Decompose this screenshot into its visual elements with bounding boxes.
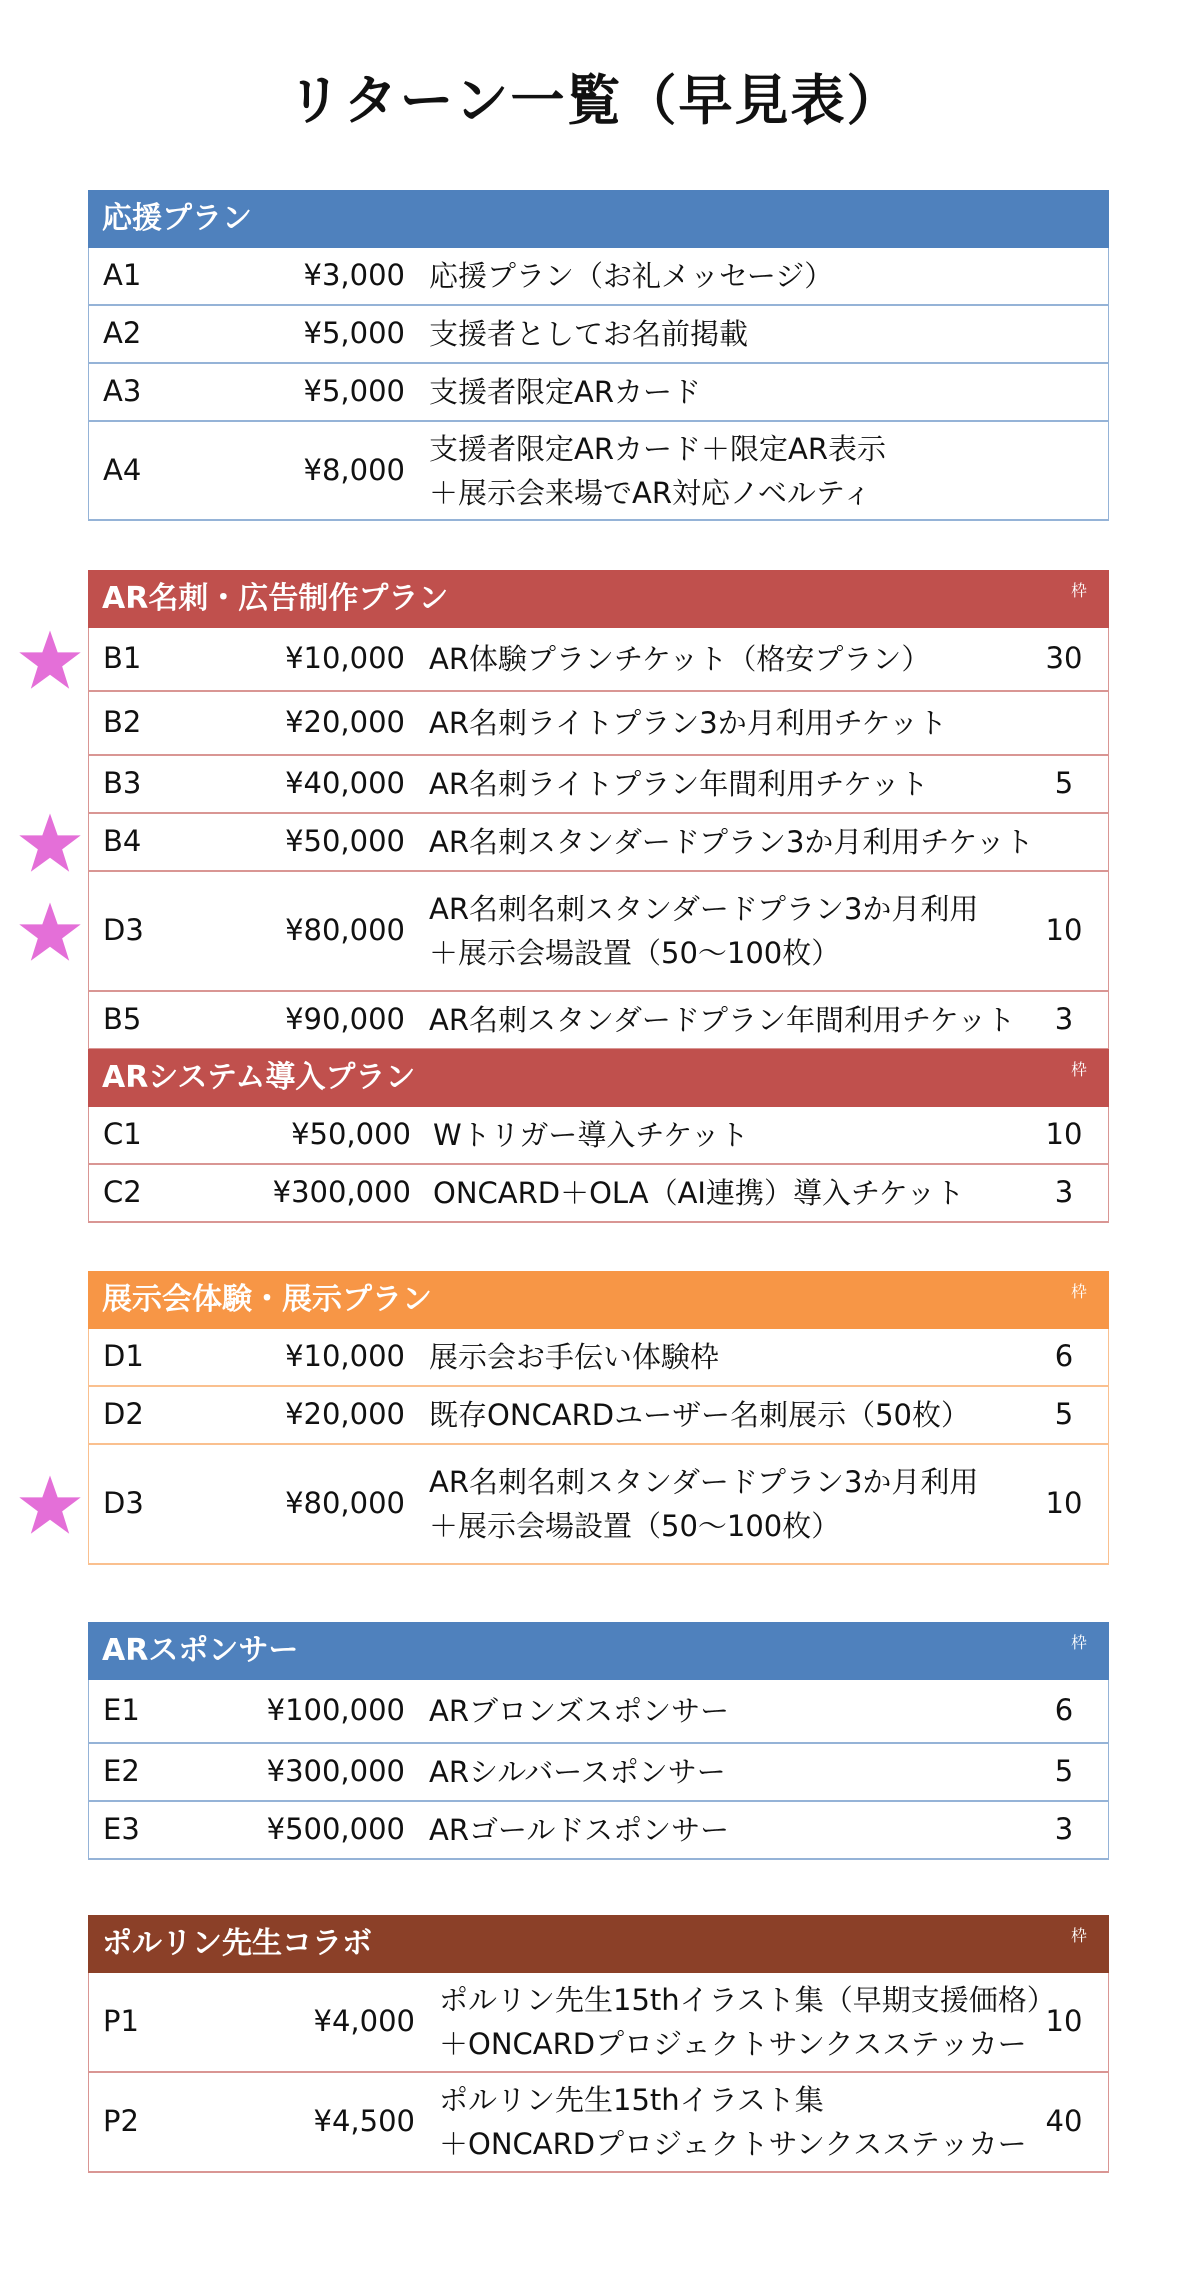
plan-description [429,1393,970,1437]
plan-description-line: ARブロンズスポンサー [429,1694,730,1728]
plan-price: ¥300,000 [272,1175,411,1209]
table-row [88,1387,1109,1445]
section-header [88,570,1109,628]
plan-price: ¥90,000 [285,1002,405,1036]
table-row [88,1329,1109,1387]
table-row [88,1744,1109,1802]
plan-description [429,370,701,414]
plan-code: D2 [103,1397,144,1431]
slot-count: 40 [1045,2104,1083,2138]
plan-code: A3 [103,374,142,408]
slot-count: 10 [1045,2004,1083,2038]
star-icon [18,811,82,875]
plan-price: ¥10,000 [285,641,405,675]
plan-code: B4 [103,824,142,858]
plan-description [429,312,748,356]
plan-code: B5 [103,1002,142,1036]
plan-code: P2 [103,2104,139,2138]
slot-count: 5 [1054,1397,1074,1431]
plan-description [429,254,833,298]
plan-description [429,1750,726,1794]
table-row [88,992,1109,1050]
slots-column-label: 枠 [1070,581,1087,600]
plan-code: D3 [103,1486,144,1520]
plan-description-line: AR体験プランチケット（格安プラン） [429,642,931,676]
plan-price: ¥80,000 [285,1486,405,1520]
section-title: AR名刺・広告制作プラン [102,581,449,616]
slot-count: 3 [1054,1812,1074,1846]
table-row [88,872,1109,992]
plan-price: ¥40,000 [285,766,405,800]
plan-description-line: 支援者としてお名前掲載 [429,317,749,351]
plan-description-line: AR名刺ライトプラン年間利用チケット [429,767,929,801]
plan-description-line: AR名刺スタンダードプラン年間利用チケット [429,1003,1016,1037]
plan-description-line: ＋ONCARDプロジェクトサンクスステッカー [439,2027,1027,2061]
plan-price: ¥3,000 [303,258,405,292]
page-title: リターン一覧（早見表） [287,69,903,132]
plan-description [433,1171,964,1215]
table-row [88,1445,1109,1565]
plan-price: ¥300,000 [266,1754,405,1788]
plan-price: ¥20,000 [285,1397,405,1431]
plan-description-line: 既存ONCARDユーザー名刺展示（50枚） [429,1398,970,1432]
star-icon [18,628,82,692]
plan-description-line: AR名刺ライトプラン3か月利用チケット [429,706,948,740]
plan-code: B3 [103,766,142,800]
plan-description [429,1689,729,1733]
slot-count: 6 [1054,1339,1074,1373]
slot-count: 6 [1054,1693,1074,1727]
plan-description-line: ＋展示会来場でAR対応ノベルティ [429,475,872,510]
plan-price: ¥5,000 [303,316,405,350]
section-ar-card [88,570,1109,1050]
plan-code: B1 [103,641,142,675]
table-row [88,1680,1109,1744]
section-header [88,1049,1109,1107]
plan-code: E1 [103,1693,140,1727]
plan-description-line: AR名刺名刺スタンダードプラン3か月利用 [429,892,979,926]
section-header [88,190,1109,248]
slot-count: 3 [1054,1175,1074,1209]
table-row [88,248,1109,306]
plan-description [429,1460,978,1548]
slots-column-label: 枠 [1070,1633,1087,1652]
slot-count: 5 [1054,766,1074,800]
plan-description-line: ポルリン先生15thイラスト集（早期支援価格） [439,1983,1056,2017]
plan-code: C2 [103,1175,142,1209]
table-row [88,1802,1109,1860]
plan-description-line: AR名刺名刺スタンダードプラン3か月利用 [429,1465,979,1499]
plan-description [429,762,929,806]
plan-description [433,1113,749,1157]
plan-code: C1 [103,1117,142,1151]
section-title: ARシステム導入プラン [102,1060,416,1095]
section-sponsor [88,1622,1109,1860]
plan-price: ¥500,000 [266,1812,405,1846]
slot-count: 30 [1045,641,1083,675]
plan-description-line: ＋展示会場設置（50～100枚） [429,1509,841,1543]
section-header [88,1271,1109,1329]
plan-description [429,820,1034,864]
plan-description [439,2078,1027,2166]
plan-price: ¥100,000 [266,1693,405,1727]
plan-description-line: 支援者限定ARカード [429,375,701,409]
plan-price: ¥8,000 [303,452,405,487]
slots-column-label: 枠 [1070,1926,1087,1945]
star-icon [18,900,82,964]
plan-price: ¥4,500 [313,2104,415,2138]
plan-description-line: ARシルバースポンサー [429,1755,726,1789]
plan-description-line: ＋展示会場設置（50～100枚） [429,936,841,970]
table-row [88,1107,1109,1165]
slot-count: 10 [1045,1486,1083,1520]
section-ar-system [88,1049,1109,1223]
table-row [88,692,1109,756]
plan-description [429,637,930,681]
section-collab [88,1915,1109,2173]
table-row [88,628,1109,692]
plan-code: A1 [103,258,142,292]
section-title: 展示会体験・展示プラン [102,1282,432,1317]
plan-code: E2 [103,1754,140,1788]
plan-description [429,427,886,515]
plan-description [429,1335,719,1379]
section-header [88,1915,1109,1973]
section-exhibition [88,1271,1109,1565]
plan-price: ¥10,000 [285,1339,405,1373]
slots-column-label: 枠 [1070,1060,1087,1079]
table-row [88,2073,1109,2173]
plan-price: ¥80,000 [285,913,405,947]
table-row [88,1165,1109,1223]
plan-description-line: Wトリガー導入チケット [433,1118,749,1152]
plan-code: A2 [103,316,142,350]
table-row [88,814,1109,872]
slot-count: 5 [1054,1754,1074,1788]
section-title: ポルリン先生コラボ [102,1926,372,1961]
table-row [88,1973,1109,2073]
plan-code: P1 [103,2004,139,2038]
table-row [88,422,1109,521]
plan-description [429,701,947,745]
plan-description-line: ARゴールドスポンサー [429,1813,730,1847]
plan-description [439,1978,1056,2066]
star-icon [18,1473,82,1537]
section-title: ARスポンサー [102,1633,299,1668]
table-row [88,364,1109,422]
section-support [88,190,1109,521]
slots-column-label: 枠 [1070,1282,1087,1301]
plan-description-line: ONCARD＋OLA（AI連携）導入チケット [433,1176,965,1210]
plan-price: ¥20,000 [285,705,405,739]
plan-description-line: ポルリン先生15thイラスト集 [439,2083,824,2117]
plan-code: E3 [103,1812,140,1846]
table-row [88,306,1109,364]
plan-description [429,998,1015,1042]
plan-description-line: ＋ONCARDプロジェクトサンクスステッカー [439,2127,1027,2161]
plan-price: ¥50,000 [291,1117,411,1151]
slot-count: 10 [1045,913,1083,947]
plan-description-line: 支援者限定ARカード＋限定AR表示 [429,431,886,466]
plan-code: D1 [103,1339,144,1373]
plan-code: D3 [103,913,144,947]
plan-price: ¥5,000 [303,374,405,408]
table-row [88,756,1109,814]
plan-description [429,1808,729,1852]
slot-count: 3 [1054,1002,1074,1036]
plan-price: ¥50,000 [285,824,405,858]
plan-description-line: AR名刺スタンダードプラン3か月利用チケット [429,825,1034,859]
plan-description-line: 展示会お手伝い体験枠 [429,1340,720,1374]
plan-description-line: 応援プラン（お礼メッセージ） [429,259,834,293]
plan-code: B2 [103,705,142,739]
section-title: 応援プラン [102,201,252,236]
plan-price: ¥4,000 [313,2004,415,2038]
slot-count: 10 [1045,1117,1083,1151]
section-header [88,1622,1109,1680]
plan-description [429,887,978,975]
plan-code: A4 [103,452,142,487]
